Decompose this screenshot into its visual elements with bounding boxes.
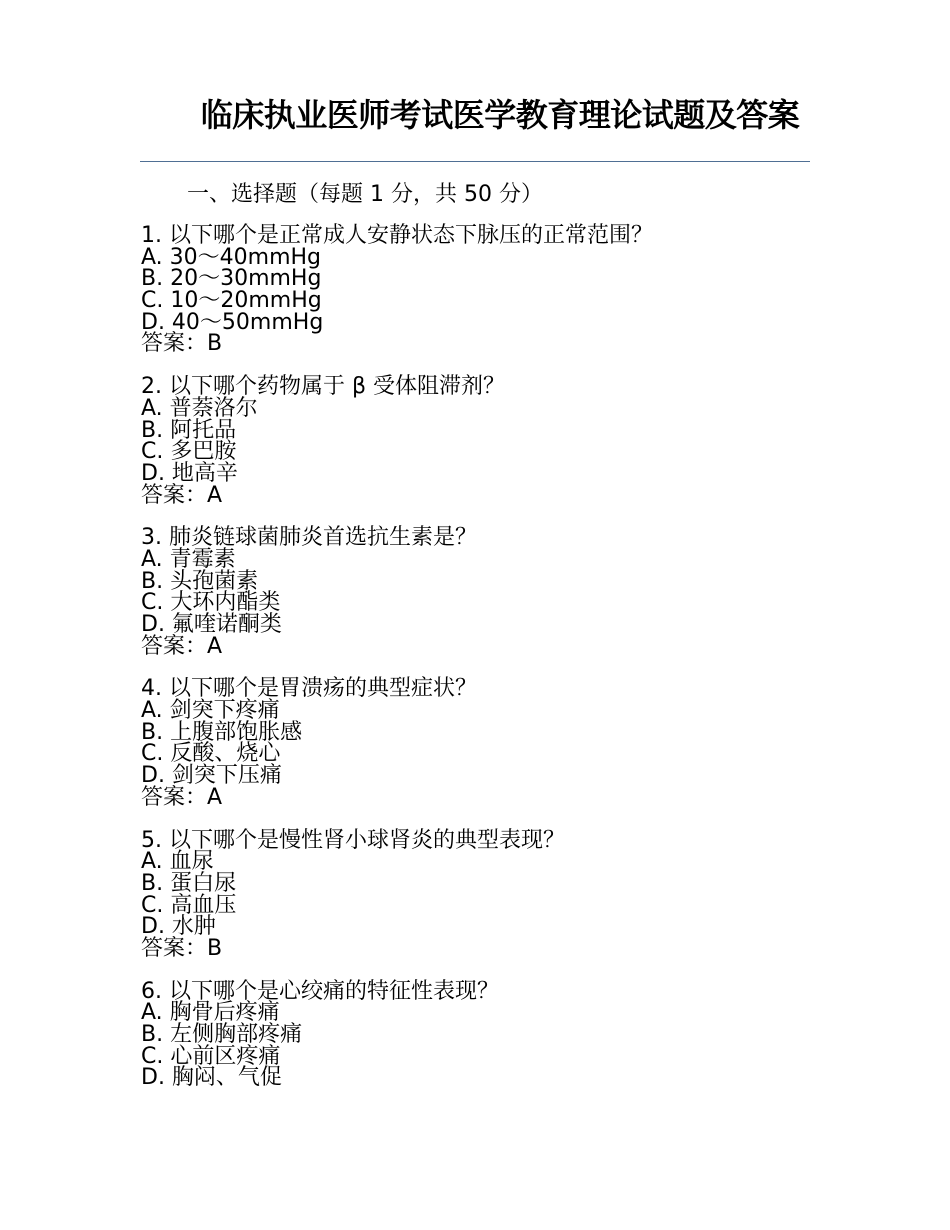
option-a: A. 胸骨后疼痛 — [141, 1000, 280, 1026]
question-3 — [141, 527, 821, 657]
answer-line: 答案：A — [141, 784, 223, 810]
question-1 — [141, 225, 821, 355]
option-c: C. 高血压 — [141, 892, 237, 918]
option-d: D. 地高辛 — [141, 460, 238, 486]
question-stem: 2. 以下哪个药物属于 β 受体阻滞剂？ — [141, 374, 506, 400]
option-d: D. 水肿 — [141, 914, 216, 940]
question-list — [141, 225, 821, 1110]
question-5 — [141, 827, 821, 961]
answer-line: 答案：A — [141, 633, 223, 659]
option-a: A. 普萘洛尔 — [141, 395, 258, 421]
option-c: C. 反酸、烧心 — [141, 741, 281, 767]
question-stem: 1. 以下哪个是正常成人安静状态下脉压的正常范围？ — [141, 223, 653, 248]
option-c: C. 大环内酯类 — [141, 590, 281, 616]
option-a: A. 血尿 — [141, 849, 214, 875]
option-b: B. 蛋白尿 — [141, 870, 237, 896]
option-d: D. 40～50mmHg — [141, 309, 324, 335]
question-stem: 4. 以下哪个是胃溃疡的典型症状？ — [141, 676, 477, 702]
option-b: B. 上腹部饱胀感 — [141, 719, 303, 745]
question-stem: 5. 以下哪个是慢性肾小球肾炎的典型表现？ — [141, 827, 565, 853]
option-d: D. 剑突下压痛 — [141, 763, 282, 789]
option-b: B. 左侧胸部疼痛 — [141, 1022, 303, 1047]
option-a: A. 剑突下疼痛 — [141, 698, 280, 724]
option-a: A. 青霉素 — [141, 546, 236, 572]
option-b: B. 阿托品 — [141, 417, 237, 443]
option-b: B. 20～30mmHg — [141, 266, 322, 292]
option-d: D. 胸闷、气促 — [141, 1065, 282, 1091]
question-stem: 3. 肺炎链球菌肺炎首选抗生素是？ — [141, 525, 477, 551]
option-c: C. 心前区疼痛 — [141, 1043, 281, 1069]
option-b: B. 头孢菌素 — [141, 568, 259, 594]
question-2 — [141, 376, 821, 506]
answer-line: 答案：B — [141, 331, 223, 357]
question-stem: 6. 以下哪个是心绞痛的特征性表现？ — [141, 978, 499, 1004]
answer-line: 答案：B — [141, 935, 223, 961]
section-heading: 一、选择题（每题 1 分，共 50 分） — [187, 182, 543, 207]
option-c: C. 多巴胺 — [141, 439, 237, 465]
option-d: D. 氟喹诺酮类 — [141, 612, 282, 637]
answer-line: 答案：A — [141, 482, 223, 508]
option-c: C. 10～20mmHg — [141, 288, 322, 314]
document-title: 临床执业医师考试医学教育理论试题及答案 — [200, 96, 800, 134]
title-divider — [140, 161, 810, 162]
question-4 — [141, 678, 821, 808]
option-a: A. 30～40mmHg — [141, 244, 322, 270]
question-6 — [141, 978, 821, 1091]
